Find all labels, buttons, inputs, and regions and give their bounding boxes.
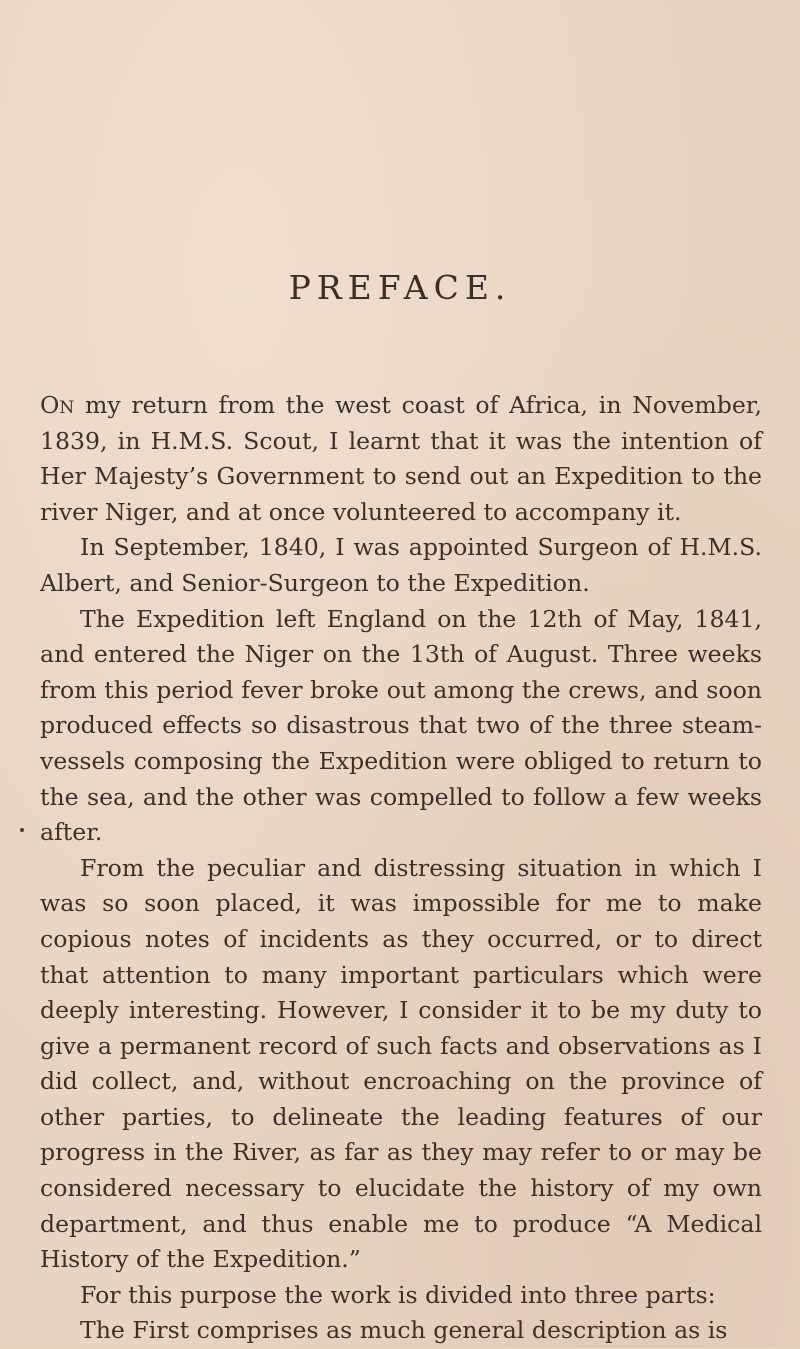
paragraph-6: The First comprises as much general description as is (80, 1316, 728, 1345)
paragraph-3: The Expedition left England on the 12th of May, 1841, and entered the Niger on the 13th of August. Three weeks from this period fever broke out among the crews, and soon produced effects so disastrous that two of the three steam-vessels composing the Expedition were obliged to return to the sea, and the other was compelled to follow a few weeks after. (40, 604, 762, 847)
ink-speck (20, 828, 24, 832)
page-title: PREFACE. (288, 268, 512, 307)
paragraph-2: In September, 1840, I was appointed Surgeon of H.M.S. Albert, and Senior-Surgeon to the Expedition. (40, 533, 762, 597)
paragraph-1-text: my return from the west coast of Africa, in November, 1839, in H.M.S. Scout, I learnt that it was the intention of Her Majesty’s Government to send out an Expedition to the river Niger, and at once volunteered to accompany it. (40, 391, 762, 526)
preface-body (40, 388, 762, 1349)
paragraph-4: From the peculiar and distressing situation in which I was so soon placed, it was impossible for me to make copious notes of incidents as they occurred, or to direct that attention to many important particulars which were deeply interesting. However, I consider it to be my duty to give a permanent record of such facts and observations as I did collect, and, without encroaching on the province of other parties, to delineate the leading features of our progress in the River, as far as they may refer to or may be considered necessary to elucidate the history of my own department, and thus enable me to produce “A Medical History of the Expedition.” (40, 853, 762, 1274)
paragraph-5: For this purpose the work is divided into three parts: (80, 1280, 716, 1309)
paragraph-1-lead: On (40, 391, 75, 419)
paragraph-1 (40, 388, 762, 530)
